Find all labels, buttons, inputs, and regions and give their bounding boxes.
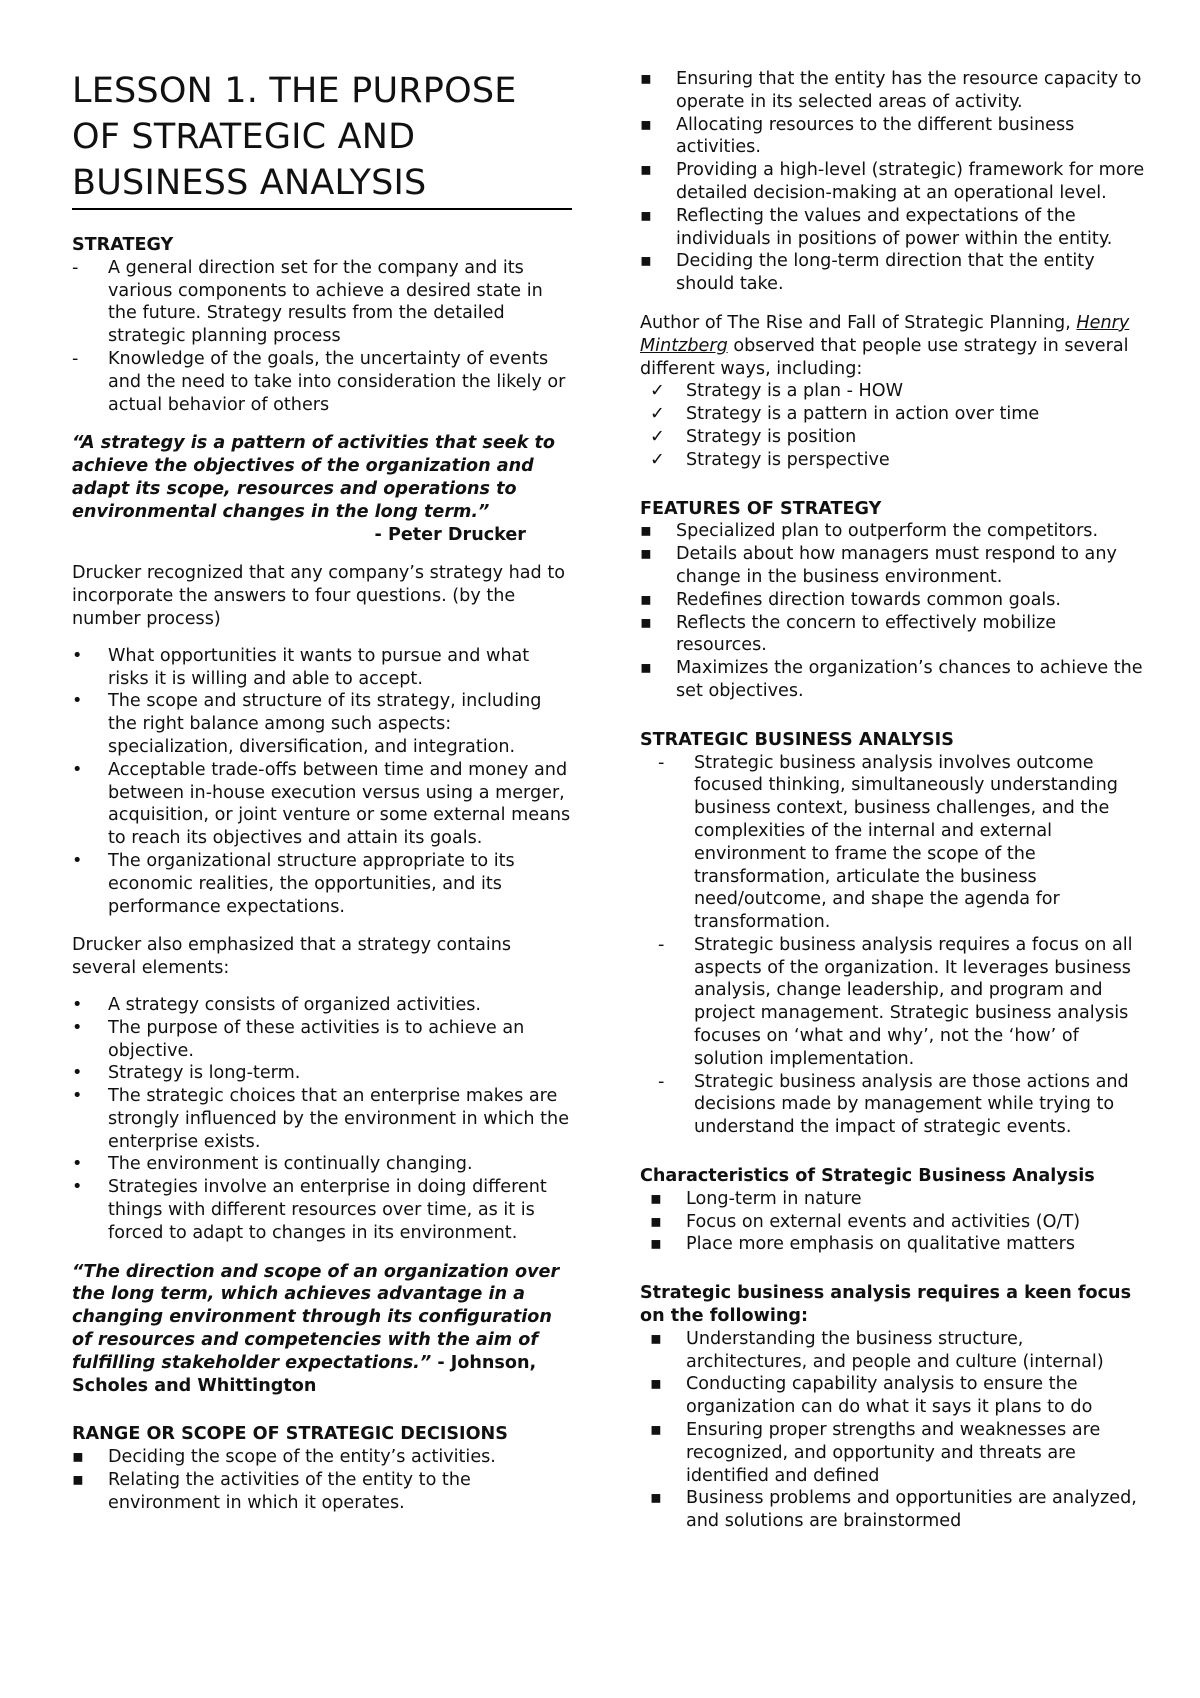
list-item: - Strategic business analysis requires a focus on all aspects of the organization. It leverages business analysis, change leadership, and program and project management. Strategic business analysis focuses on ‘what and why’, not the ‘how’ of solution implementation. xyxy=(658,934,1133,1069)
checkmark-icon: ✓ xyxy=(650,449,665,470)
list-item: • The purpose of these activities is to achieve an objective. xyxy=(72,1017,525,1061)
range-list xyxy=(72,1446,572,1514)
list-item: ▪ Ensuring that the entity has the resource capacity to operate in its selected areas of activity. xyxy=(640,69,1142,112)
list-item: ▪ Details about how managers must respond to any change in the business environment. xyxy=(640,544,1117,587)
strategy-heading: STRATEGY xyxy=(72,235,174,255)
list-item: ▪ Reflects the concern to effectively mobilize resources. xyxy=(640,612,1057,656)
drucker-questions-list xyxy=(72,645,572,919)
quote-text: “The direction and scope of an organization over the long term, which achieves advantage in a changing environment through its configuration of resources and competencies with the aim of fulfilling stakeholder expectations.” xyxy=(72,1261,560,1373)
list-item: - Strategic business analysis are those actions and decisions made by management while trying to understand the impact of strategic events. xyxy=(658,1071,1129,1138)
quote-author: - Johnson, Scholes and Whittington xyxy=(72,1352,537,1396)
list-item: • A strategy consists of organized activities. xyxy=(72,994,482,1015)
focus-list xyxy=(640,1328,1145,1533)
characteristics-list xyxy=(640,1188,1145,1256)
list-item: ▪ Specialized plan to outperform the competitors. xyxy=(640,521,1099,542)
list-item: • The environment is continually changing. xyxy=(72,1154,473,1175)
mintzberg-link[interactable]: Henry Mintzberg xyxy=(640,312,1130,356)
checkmark-icon: ✓ xyxy=(650,404,665,425)
range-list-continued xyxy=(640,68,1145,296)
list-item: ▪ Allocating resources to the different business activities. xyxy=(640,114,1075,158)
mintzberg-list xyxy=(640,380,1145,471)
checkmark-icon: ✓ xyxy=(650,426,665,447)
right-column xyxy=(640,68,1145,1533)
list-item: ▪ Relating the activities of the entity to the environment in which it operates. xyxy=(72,1470,471,1513)
features-heading: FEATURES OF STRATEGY xyxy=(640,498,882,519)
quote-text: “A strategy is a pattern of activities that seek to achieve the objectives of the organization and adapt its scope, resources and operations to environmental changes in the long term.” xyxy=(72,433,556,522)
list-item: ▪ Understanding the business structure, architectures, and people and culture (internal) xyxy=(650,1328,1104,1372)
list-item: • Strategy is long-term. xyxy=(72,1063,301,1084)
list-item: ▪ Providing a high-level (strategic) framework for more detailed decision-making at an operational level. xyxy=(640,160,1145,203)
elements-list xyxy=(72,994,572,1245)
list-item: ✓ Strategy is perspective xyxy=(650,449,890,470)
list-item: ▪ Deciding the scope of the entity’s activities. xyxy=(72,1447,496,1468)
list-item: ▪ Ensuring proper strengths and weaknesses are recognized, and opportunity and threats are identified and defined xyxy=(650,1420,1101,1486)
list-item: • The organizational structure appropriate to its economic realities, the opportunities, and its performance expectations. xyxy=(72,850,515,917)
list-item: - A general direction set for the company and its various components to achieve a desired state in the future. Strategy results from the detailed strategic planning process xyxy=(72,257,543,347)
elements-paragraph: Drucker also emphasized that a strategy contains several elements: xyxy=(72,935,512,979)
johnson-quote xyxy=(72,1261,572,1398)
list-item: ▪ Maximizes the organization’s chances to achieve the set objectives. xyxy=(640,658,1143,701)
list-item: - Strategic business analysis involves outcome focused thinking, simultaneously understanding business context, business challenges, and the complexities of the internal and external environment to frame the scope of the transformation, articulate the business need/outcome, and shape the agenda for transformation. xyxy=(658,752,1118,933)
sba-list xyxy=(640,752,1145,1140)
list-item: ✓ Strategy is position xyxy=(650,426,857,447)
list-item: • The strategic choices that an enterprise makes are strongly influenced by the environment in which the enterprise exists. xyxy=(72,1086,570,1152)
list-item: • Strategies involve an enterprise in doing different things with different resources over time, as it is forced to adapt to changes in its environment. xyxy=(72,1177,547,1243)
list-item: ▪ Focus on external events and activities (O/T) xyxy=(650,1211,1081,1232)
list-item: - Knowledge of the goals, the uncertainty of events and the need to take into consideration the likely or actual behavior of others xyxy=(72,348,566,415)
drucker-quote xyxy=(72,432,572,546)
characteristics-heading: Characteristics of Strategic Business Analysis xyxy=(640,1166,1095,1187)
quote-author: - Peter Drucker xyxy=(374,524,526,545)
list-item: ✓ Strategy is a pattern in action over time xyxy=(650,404,1040,425)
page-title: LESSON 1. THE PURPOSE OF STRATEGIC AND BUSINESS ANALYSIS xyxy=(72,68,572,210)
list-item: • What opportunities it wants to pursue and what risks it is willing and able to accept. xyxy=(72,645,530,689)
sba-heading: STRATEGIC BUSINESS ANALYSIS xyxy=(640,729,954,750)
focus-heading: Strategic business analysis requires a keen focus on the following: xyxy=(640,1283,1132,1327)
list-item: • Acceptable trade-offs between time and money and between in-house execution versus using a merger, acquisition, or joint venture or some external means to reach its objectives and attain its goals. xyxy=(72,759,571,849)
list-item: ▪ Redefines direction towards common goals. xyxy=(640,589,1062,610)
features-list xyxy=(640,520,1145,702)
list-item: ▪ Place more emphasis on qualitative matters xyxy=(650,1234,1076,1255)
range-heading: RANGE OR SCOPE OF STRATEGIC DECISIONS xyxy=(72,1424,508,1445)
list-item: ▪ Business problems and opportunities are analyzed, and solutions are brainstormed xyxy=(650,1488,1137,1532)
checkmark-icon: ✓ xyxy=(650,381,665,402)
list-item: • The scope and structure of its strategy, including the right balance among such aspects: specialization, diversification, and integration. xyxy=(72,691,542,757)
mintzberg-paragraph: Author of The Rise and Fall of Strategic Planning, Henry Mintzberg observed that people use strategy in several different ways, including: xyxy=(640,312,1130,379)
strategy-definitions xyxy=(72,257,572,417)
list-item: ▪ Deciding the long-term direction that the entity should take. xyxy=(640,251,1095,295)
list-item: ▪ Conducting capability analysis to ensure the organization can do what it says it plans to do xyxy=(650,1374,1093,1418)
list-item: ▪ Long-term in nature xyxy=(650,1188,862,1209)
drucker-paragraph: Drucker recognized that any company’s strategy had to incorporate the answers to four questions. (by the number process) xyxy=(72,563,565,629)
list-item: ▪ Reflecting the values and expectations of the individuals in positions of power within the entity. xyxy=(640,205,1113,249)
left-column xyxy=(72,68,572,1515)
list-item: ✓ Strategy is a plan - HOW xyxy=(650,381,903,402)
